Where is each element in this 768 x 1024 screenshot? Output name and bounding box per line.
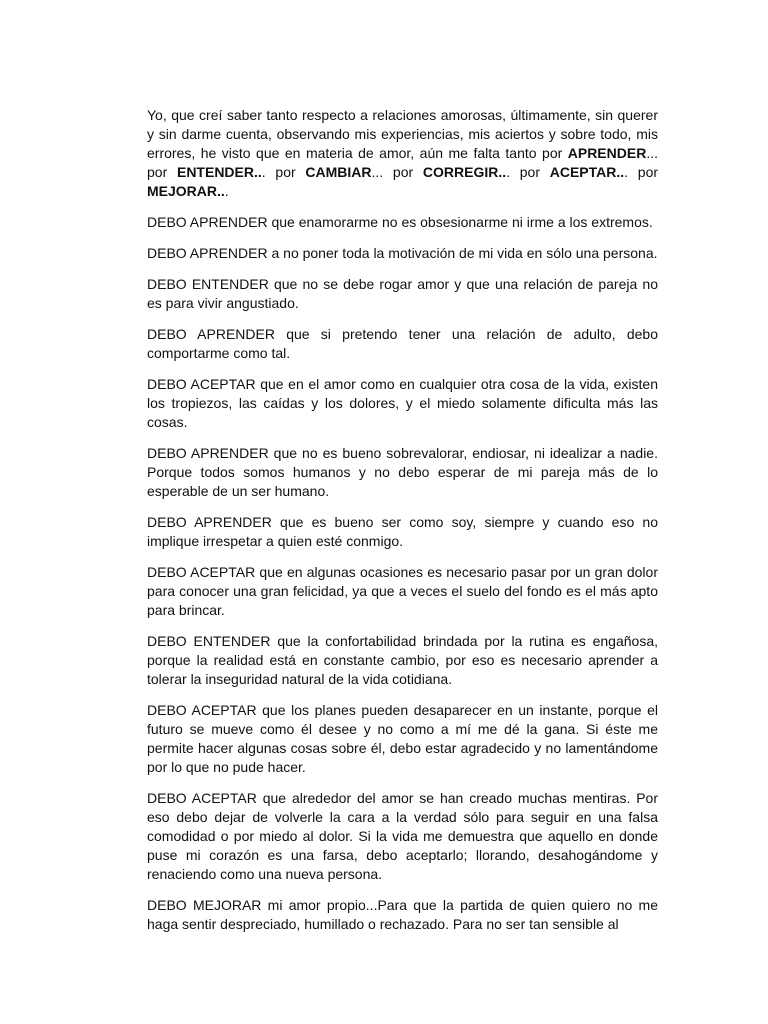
keyword-aprender: APRENDER [567,145,647,161]
keyword-aceptar: ACEPTAR.. [549,164,625,180]
intro-separator: . por [261,164,306,180]
keyword-entender: ENTENDER.. [176,164,262,180]
keyword-mejorar: MEJORAR.. [147,183,225,199]
paragraph-4: DEBO APRENDER que si pretendo tener una relación de adulto, debo comportarme como tal. [147,326,658,361]
paragraph-12: DEBO MEJORAR mi amor propio...Para que la partida de quien quiero no me haga sentir despreciado, humillado o rechazado. Para no ser tan sensible al [147,897,658,932]
paragraph-11: DEBO ACEPTAR que alrededor del amor se han creado muchas mentiras. Por eso debo dejar de volverle la cara a la verdad sólo para seguir en una falsa comodidad o por miedo al dolor. Si la vida me demuestra que aquello en donde puse mi corazón es una farsa, debo aceptarlo; llorando, desahogándome y renaciendo como una nueva persona. [147,790,658,882]
paragraph-1: DEBO APRENDER que enamorarme no es obsesionarme ni irme a los extremos. [147,214,653,230]
document-body [147,106,658,946]
intro-separator: . por [624,164,659,180]
intro-separator: ... por [147,145,658,180]
paragraph-9: DEBO ENTENDER que la confortabilidad brindada por la rutina es engañosa, porque la realidad está en constante cambio, por eso es necesario aprender a tolerar la inseguridad natural de la vida cotidiana. [147,633,658,687]
paragraph-2: DEBO APRENDER a no poner toda la motivación de mi vida en sólo una persona. [147,245,658,261]
paragraph-7: DEBO APRENDER que es bueno ser como soy, siempre y cuando eso no implique irrespetar a quien esté conmigo. [147,514,658,549]
paragraph-6: DEBO APRENDER que no es bueno sobrevalorar, endiosar, ni idealizar a nadie. Porque todos somos humanos y no debo esperar de mi pareja más de lo esperable de un ser humano. [147,445,658,499]
intro-text: Yo, que creí saber tanto respecto a relaciones amorosas, últimamente, sin querer y sin darme cuenta, observando mis experiencias, mis aciertos y sobre todo, mis errores, he visto que en materia de amor, aún me falta tanto por [147,107,658,161]
intro-separator: . por [506,164,550,180]
keyword-cambiar: CAMBIAR [305,164,372,180]
keyword-corregir: CORREGIR.. [422,164,507,180]
paragraph-3: DEBO ENTENDER que no se debe rogar amor y que una relación de pareja no es para vivir angustiado. [147,276,658,311]
intro-separator: ... por [371,164,423,180]
intro-ending: . [224,183,229,199]
paragraph-8: DEBO ACEPTAR que en algunas ocasiones es necesario pasar por un gran dolor para conocer una gran felicidad, ya que a veces el suelo del fondo es el más apto para brincar. [147,564,658,618]
paragraph-10: DEBO ACEPTAR que los planes pueden desaparecer en un instante, porque el futuro se mueve como él desee y no como a mí me dé la gana. Si éste me permite hacer algunas cosas sobre él, debo estar agradecido y no lamentándome por lo que no pude hacer. [147,702,658,775]
paragraph-5: DEBO ACEPTAR que en el amor como en cualquier otra cosa de la vida, existen los tropiezos, las caídas y los dolores, y el miedo solamente dificulta más las cosas. [147,376,658,430]
intro-paragraph [147,106,658,201]
